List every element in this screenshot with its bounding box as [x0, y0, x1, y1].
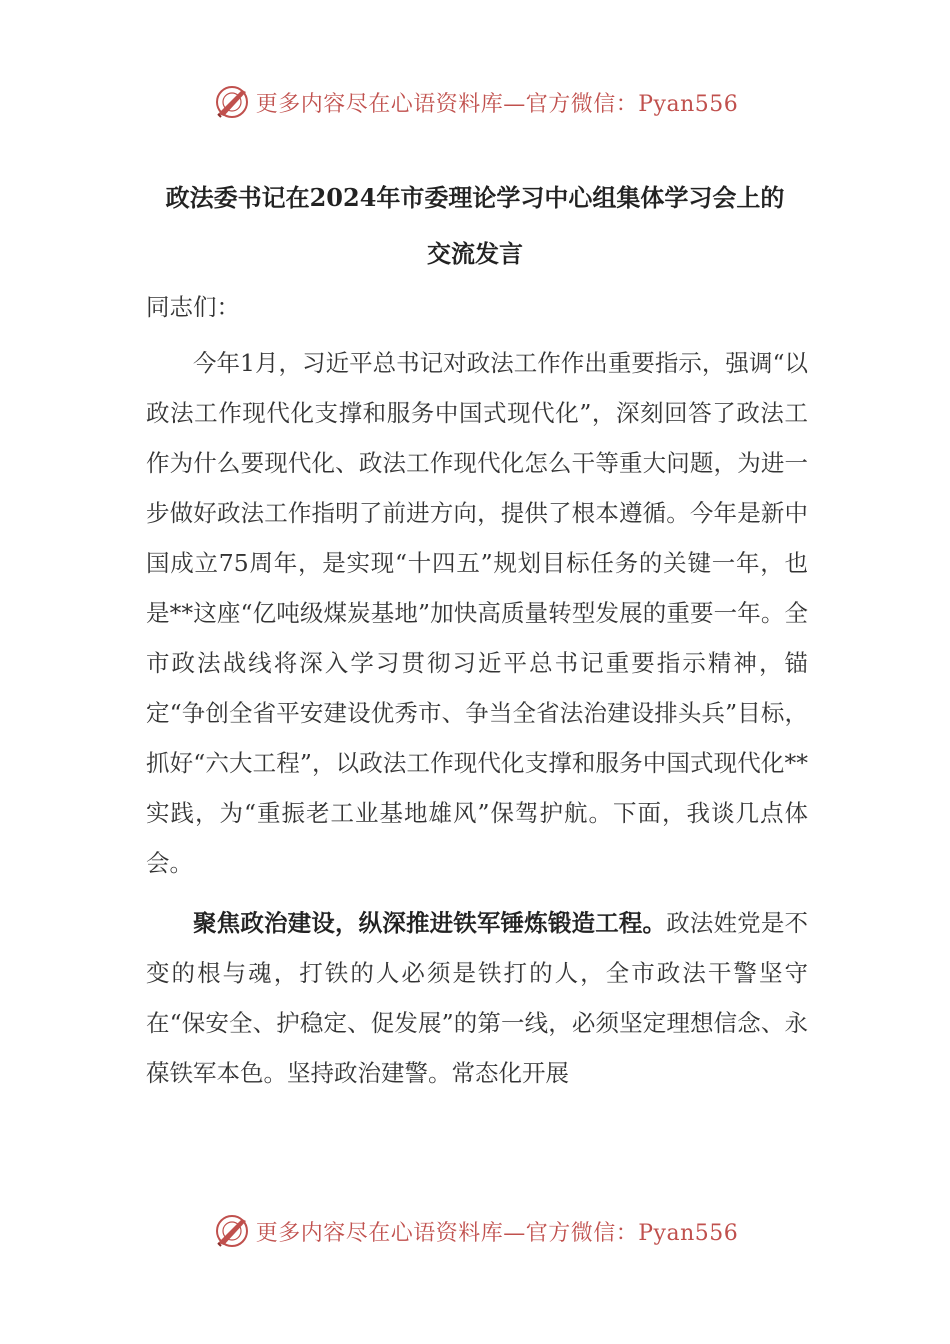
paragraph-2-body: 政法姓党是不变的根与魂，打铁的人必须是铁打的人，全市政法干警坚守在“保安全、护稳定、促发展”的第一线，必须坚定理想信念、永葆铁军本色。坚持政治建警。常态化开展 — [146, 909, 809, 1087]
pen-circle-logo-icon — [212, 82, 252, 122]
paragraph-1: 今年1月，习近平总书记对政法工作作出重要指示，强调“以政法工作现代化支撑和服务中国式现代化”，深刻回答了政法工作为什么要现代化、政法工作现代化怎么干等重大问题，为进一步做好政法工作指明了前进方向，提供了根本遵循。今年是新中国成立75周年，是实现“十四五”规划目标任务的关键一年，也是**这座“亿吨级煤炭基地”加快高质量转型发展的重要一年。全市政法战线将深入学习贯彻习近平总书记重要指示精神，锚定“争创全省平安建设优秀市、争当全省法治建设排头兵”目标，抓好“六大工程”，以政法工作现代化支撑和服务中国式现代化**实践，为“重振老工业基地雄风”保驾护航。下面，我谈几点体会。 — [146, 349, 808, 877]
title-line-1: 政法委书记在2024年市委理论学习中心组集体学习会上的 — [165, 183, 785, 212]
paragraph-2 — [146, 898, 808, 1098]
salutation: 同志们： — [146, 293, 240, 321]
title-line-2: 交流发言 — [427, 239, 523, 268]
document-body — [146, 282, 808, 1098]
document-title — [100, 170, 850, 282]
pen-circle-logo-icon — [212, 1211, 252, 1251]
paragraph-2-heading: 聚焦政治建设，纵深推进铁军锤炼锻造工程。 — [193, 909, 667, 937]
footer-watermark — [0, 1207, 950, 1255]
header-watermark — [0, 78, 950, 126]
watermark-text: 更多内容尽在心语资料库—官方微信：Pyan556 — [255, 1220, 739, 1246]
watermark-text: 更多内容尽在心语资料库—官方微信：Pyan556 — [255, 91, 739, 117]
